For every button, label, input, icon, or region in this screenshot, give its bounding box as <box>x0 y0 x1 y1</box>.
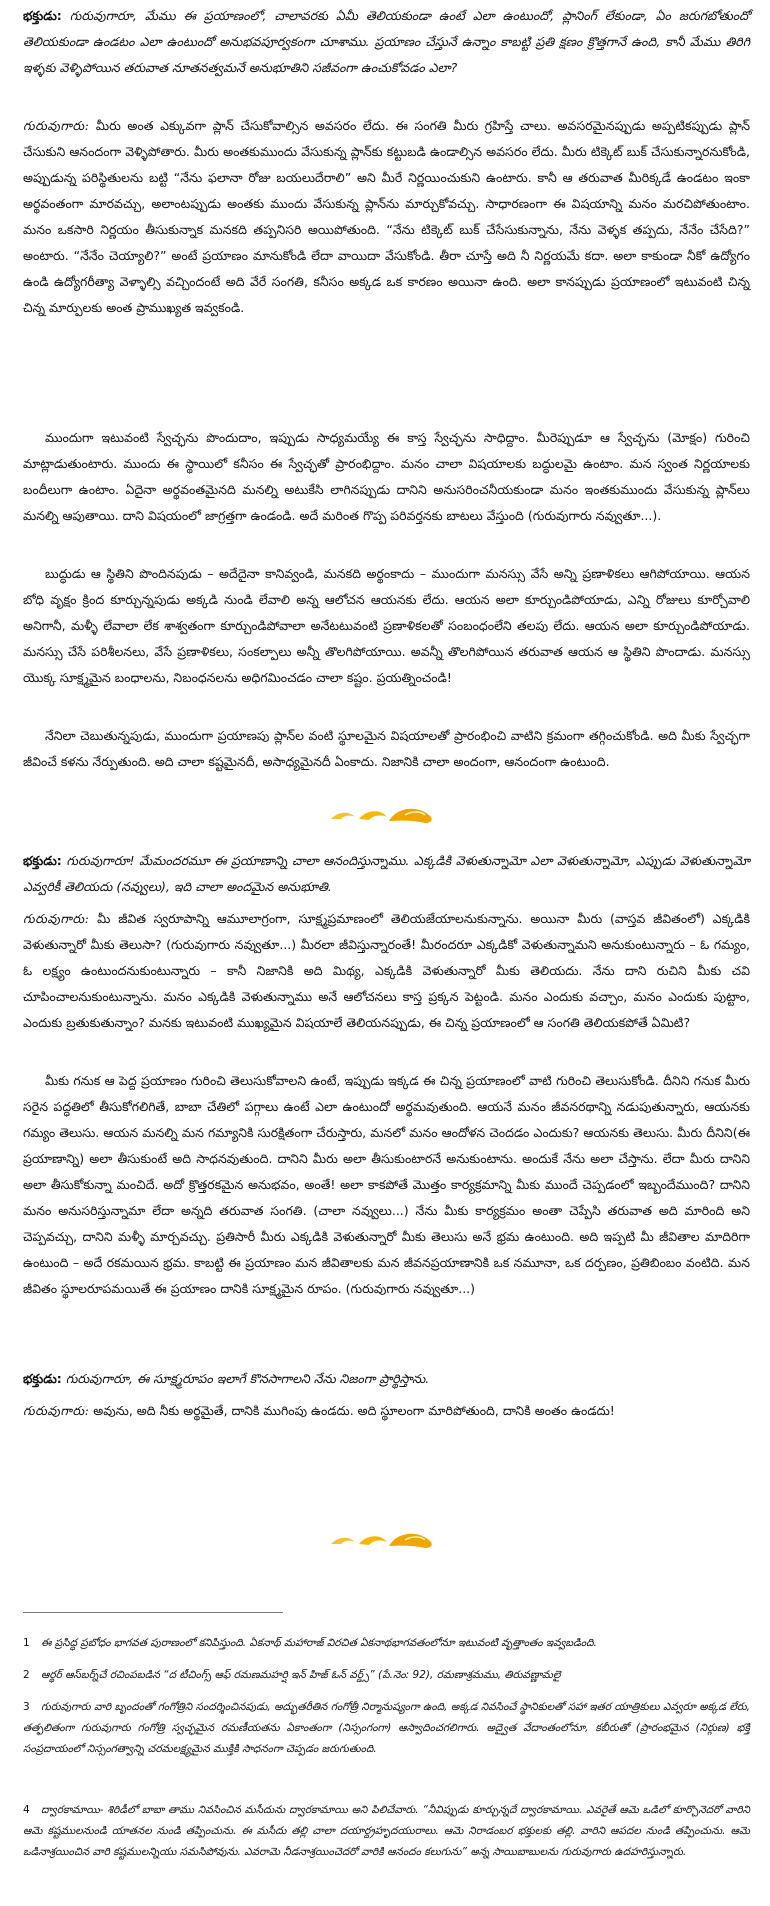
speaker-devotee: భక్తుడు: <box>23 853 62 868</box>
devotee-question-2 <box>23 848 750 900</box>
question-text: గురువుగారూ! మేమందరమూ ఈ ప్రయాణాన్ని చాలా ఆనందిస్తున్నాము. ఎక్కడికి వెళుతున్నామో ఎలా వెళుతున్నామో, ఎప్పుడు వెళుతున్నామో ఎవ్వరికీ తెలియదు (నవ్వులు), ఇది చాలా అందమైన అనుభూతి. <box>23 853 750 894</box>
paragraph-text: ముందుగా ఇటువంటి స్వేచ్ఛను పొందుదాం, ఇప్పుడు సాధ్యమయ్యే ఈ కాస్త స్వేచ్ఛను సాధిద్దాం. మీరెప్పుడూ ఆ స్వేచ్ఛను (మోక్షం) గురించి మాట్లాడుతుంటారు. ముందు ఈ స్థాయిలో కనీసం ఈ స్వేచ్ఛతో ప్రారంభిద్దాం. మనం చాలా విషయాలకు బద్ధులమై ఉంటాం. మన స్వంత నిర్ణయాలకు బందీలుగా ఉంటాం. ఏదైనా అర్థవంతమైనది మనల్ని అటుకేసి లాగినప్పుడు దానిని అనుసరించనీయకుండా మనం ఇంతకుముందు వేసుకున్న ప్లాన్‌లు మనల్ని ఆపుతాయి. దాని విషయంలో జాగ్రత్తగా ఉండండి. అదే మరింత గొప్ప పరివర్తనకు బాటలు వేస్తుంది (గురువుగారు నవ్వుతూ...). <box>23 430 750 523</box>
paragraph <box>23 425 750 555</box>
paragraph <box>23 1068 750 1354</box>
question-text: గురువుగారూ, మేము ఈ ప్రయాణంలో, చాలావరకు ఏమీ తెలియకుండా ఉంటే ఎలా ఉంటుందో, ప్లానింగ్ లేకుండా, ఏం జరుగబోతుందో తెలియకుండా ఉండటం ఎలా ఉంటుందో అనుభవపూర్వకంగా చూశాము. ప్రయాణం చేస్తునే ఉన్నాం కాబట్టి ప్రతి క్షణం క్రొత్తగానే ఉంది, కానీ మేము తిరిగి ఇళ్ళకు వెళ్ళిపోయిన తరువాత నూతనత్వమనే అనుభూతిని సజీవంగా ఉంచుకోవడం ఎలా? <box>23 8 750 75</box>
footnote-number: 3 <box>23 1701 30 1713</box>
paragraph <box>23 561 750 717</box>
footnote-1 <box>23 1633 750 1654</box>
footnote-number: 4 <box>23 1804 30 1816</box>
guru-answer-2 <box>23 906 750 1062</box>
question-text: గురువుగారూ, ఈ సూక్ష్మరూపం ఇలాగే కొనసాగాలని నేను నిజంగా ప్రార్థిస్తాను. <box>65 1371 430 1386</box>
paragraph-text: మీకు గనుక ఆ పెద్ద ప్రయాణం గురించి తెలుసుకోవాలని ఉంటే, ఇప్పుడు ఇక్కడ ఈ చిన్న ప్రయాణంలో వాటి గురించి తెలుసుకోండి. దీనిని గనుక మీరు సరైన పద్ధతిలో తీసుకోగలిగితే, బాబా చేతిలో పగ్గాలు ఉంటే ఎలా ఉంటుందో అర్థమవుతుంది. ఆయనే మనం జీవనరథాన్ని నడుపుతున్నారు, ఆయనకు గమ్యం తెలుసు. ఆయన మనల్ని మన గమ్యానికి సురక్షితంగా చేరుస్తారు, మనలో మనం ఆందోళన చెందడం ఎందుకు? ఆయనకు తెలుసు. మీరు దీనిని(ఈ ప్రయాణాన్ని) అలా తీసుకుంటే అది సాధనవుతుంది. దానిని మీరు అలా తీసుకుంటారనే అనుకుంటాను. అందుకే నేను అలా చేస్తాను. లేదా మీరు దానిని అలా తీసుకోకున్నా మంచిదే. అదో క్రొత్తరకమైన అనుభవం, అంతే! అలా కాకపోతే మొత్తం కార్యక్రమాన్ని మీకు ముందే చెప్పడంలో ఇబ్బందేముంది? దానిని మనం అనుసరిస్తున్నామా లేదా అన్నది తరువాత సంగతి. (చాలా నవ్వులు...) నేను మీకు కార్యక్రమం అంతా చెప్పేసి తరువాత అది మారింది అని చెప్పవచ్చు, దానిని మళ్ళీ మార్చవచ్చు. ప్రతిసారీ మీరు ఎక్కడికి వెళుతున్నారో మీకు తెలుసు అనే భ్రమ ఉంటుంది. అది ఇప్పటి మీ జీవితాల మాదిరిగా ఉంటుంది – అదే రకమయిన భ్రమ. కాబట్టి ఈ ప్రయాణం మన జీవితాలకు మన జీవనప్రయాణానికి ఒక నమూనా, ఒక దర్పణం, ప్రతిబింబం వంటిది. మన జీవితం స్థూలరూపమయితే ఈ ప్రయాణం దానికి సూక్ష్మమైన రూపం. (గురువుగారు నవ్వుతూ...) <box>23 1073 750 1296</box>
speaker-guru: గురువుగారు: <box>23 1403 90 1418</box>
footnote-3 <box>23 1697 750 1760</box>
footnote-divider <box>23 1612 283 1613</box>
footnote-text: ద్వారకామాయి- శిరిడీలో బాబా తాము నివసించిన మసీదును ద్వారకామాయి అని పిలిచేవారు. “నీవిప్పుడు కూర్చున్నదే ద్వారకామాయి. ఎవరైతే ఆమె ఒడిలో కూర్చొనెదరో వారిని ఆమె కష్టములనుండి యాతనల నుండి తప్పించును. ఈ మసీదు తల్లి చాలా దయార్ద్రహృదయురాలు. ఆమె నిరాడంబర భక్తులకు తల్లి. వారిని ఆపదల నుండి తప్పించును. ఆమె ఒడినాశ్రయించిన వారి కష్టములన్నియు సమసిపోవును. ఎవరామె నీడనాశ్రయించెదరో వారికి ఆనందం కలుగును” అన్న సాయిబాబులను గురువుగారు ఉదహరిస్తున్నారు. <box>23 1804 750 1858</box>
devotee-question-1 <box>23 3 750 107</box>
devotee-question-3 <box>23 1366 750 1392</box>
guru-answer-3 <box>23 1398 750 1450</box>
decorative-swirl-ornament-icon <box>325 803 445 827</box>
speaker-devotee: భక్తుడు: <box>23 1371 62 1386</box>
paragraph <box>23 723 750 801</box>
speaker-devotee: భక్తుడు: <box>23 8 62 23</box>
footnote-4 <box>23 1800 750 1863</box>
paragraph-text: నేనిలా చెబుతున్నపుడు, ముందుగా ప్రయాణపు ప్లాన్‌ల వంటి స్థూలమైన విషయాలతో ప్రారంభించి వాటిని క్రమంగా తగ్గించుకోండి. అది మీకు స్వేచ్ఛగా జీవించే కళను నేర్పుతుంది. అది చాలా కష్టమైనదీ, అసాధ్యమైనదీ ఏంకాదు. నిజానికి చాలా అందంగా, ఆనందంగా ఉంటుంది. <box>23 728 750 769</box>
speaker-guru: గురువుగారు: <box>23 911 90 926</box>
footnote-number: 2 <box>23 1669 30 1681</box>
footnote-text: ఆర్థర్ ఆస్‌బర్న్‌చే రచింపబడిన “ద టీచింగ్స్ ఆఫ్ రమణమహర్షి ఇన్ హిజ్ ఓన్ వర్డ్స్” (పే.నెం: 92), రమణాశ్రమము, తిరువణ్ణామలై <box>41 1669 561 1681</box>
footnote-text: గురువుగారు వారి బృందంతో గంగోత్రిని సందర్శించినపుడు, అద్భుతరీతిన గంగోత్రీ నిర్మానుష్యంగా ఉంది, అక్కడ నివసించే స్థానికులతో సహా ఇతర యాత్రికులు ఎవ్వరూ అక్కడ లేరు, తత్ఫలితంగా గురువుగారు గంగోత్రి స్వచ్ఛమైన రమణీయతను ఏకాంతంగా (నిస్సంగంగా) ఆస్వాదించగలిగారు. అద్వైత వేదాంతంలోనూ, కబీరుతో (ప్రారంభమైన (నిర్గుణ) భక్తి సంప్రదాయంలో నిస్సంగత్వాన్ని చరమలక్ష్యమైన ముక్తికి సాధనంగా చెప్పడం జరుగుతుంది. <box>23 1701 750 1755</box>
guru-answer-1 <box>23 113 750 419</box>
answer-text: మీరు అంత ఎక్కువగా ప్లాన్ చేసుకోవాల్సిన అవసరం లేదు. ఈ సంగతి మీరు గ్రహిస్తే చాలు. అవసరమైనప్పుడు అప్పటికప్పుడు ప్లాన్ చేసుకుని ఆనందంగా వెళ్ళిపోతారు. మీరు అంతకుముందు వేసుకున్న ప్లాన్‌కు కట్టుబడి ఉండాల్సిన అవసరం లేదు. మీరు టిక్కెట్ బుక్ చేసుకున్నారనుకోండి, అప్పుడున్న పరిస్థితులను బట్టి “నేను ఫలానా రోజు బయలుదేరాలి” అని మీరే నిర్ణయించుకుని ఉంటారు. కానీ ఆ తరువాత మీరిక్కడే ఉండటం ఇంకా అర్థవంతంగా మారవచ్చు, అలాంటప్పుడు అంతకు ముందు వేసుకున్న ప్లాన్‌ను మార్చుకోవచ్చు. సాధారణంగా ఈ విషయాన్ని మనం మరచిపోతుంటాం. మనం ఒకసారి నిర్ణయం తీసుకున్నాక మనకది తప్పనిసరి అయిపోతుంది. “నేను టిక్కెట్ బుక్ చేసేసుకున్నాను, నేను వెళ్ళక తప్పదు, నేనేం చేసేది?” అంటారు. “నేనేం చెయ్యాలి?” అంటే ప్రయాణం మానుకోండి లేదా వాయిదా వేసుకోండి. తీరా చూస్తే అది నీ నిర్ణయమే కదా. అలా కాకుండా నీకో ఉద్యోగం ఉండి ఉద్యోగరీత్యా వెళ్ళాల్సి వచ్చిందంటే అది వేరే సంగతి, కనీసం అక్కడ ఒక కారణం అయినా ఉంది. అలా కానప్పుడు ప్రయాణంలో ఇటువంటి చిన్న చిన్న మార్పులకు అంత ప్రాముఖ్యత ఇవ్వకండి. <box>23 118 750 315</box>
speaker-guru: గురువుగారు: <box>23 118 90 133</box>
decorative-swirl-ornament-icon <box>325 1528 445 1552</box>
paragraph-text: బుద్ధుడు ఆ స్థితిని పొందినపుడు – అదేదైనా కానివ్వండి, మనకది అర్థంకాదు – ముందుగా మనస్సు వేసే అన్ని ప్రణాళికలు ఆగిపోయాయి. ఆయన బోధి వృక్షం క్రింద కూర్చున్నపుడు అక్కడి నుండి లేవాలి అన్న ఆలోచన ఆయనకు లేదు. ఆయన అలా కూర్చుండిపోయాడు, ఎన్ని రోజులు కూర్చోవాలి అనిగానీ, మళ్ళీ లేవాలా లేక శాశ్వతంగా కూర్చుండిపోవాలా అనేటటువంటి ప్రణాళికలతో సంబంధంలేని తలపు లేదు. ఆయన అలా కూర్చుండిపోయాడు. మనస్సు చేసే పరిశీలనలు, వేసే ప్రణాళికలు, సంకల్పాలు అన్నీ తొలగిపోయాయి. అవన్నీ తొలగిపోయిన తరువాత ఆయన ఆ స్థితిని పొందాడు. మనస్సు యొక్క సూక్ష్మమైన బంధాలను, నిబంధనలను అధిగమించడం చాలా కష్టం. ప్రయత్నించండి! <box>23 566 750 685</box>
footnote-2 <box>23 1665 750 1686</box>
answer-text: అవును, అది నీకు అర్థమైతే, దానికి ముగింపు ఉండదు. అది స్థూలంగా మారిపోతుంది, దానికి అంతం ఉండదు! <box>93 1403 615 1418</box>
footnote-text: ఈ ప్రసిద్ధ ప్రబోధం భాగవత పురాణంలో కనిపిస్తుంది. ఏకనాథ్ మహారాజ్ విరచిత ఏకనాథభాగవతంలోనూ ఇటువంటి వృత్తాంతం ఇవ్వబడింది. <box>41 1637 597 1649</box>
answer-text: మీ జీవిత స్వరూపాన్ని ఆమూలాగ్రంగా, సూక్ష్మప్రమాణంలో తెలియజేయాలనుకున్నాను. అయినా మీరు (వాస్తవ జీవితంలో) ఎక్కడికి వెళుతున్నారో మీకు తెలుసా? (గురువుగారు నవ్వుతూ...) మీరలా జీవిస్తున్నారంతే! మీరందరూ ఎక్కడికో వెళుతున్నామని అనుకుంటున్నారు – ఓ గమ్యం, ఓ లక్ష్యం ఉంటుందనుకుంటున్నారు – కానీ నిజానికి అది మిథ్య, ఎక్కడికి వెళుతున్నారో మీకు తెలియదు. నేను దాని రుచిని మీకు చవి చూపించాలనుకుంటున్నాను. మనం ఎక్కడికి వెళుతున్నాము అనే ఆలోచనలు కాస్త ప్రక్కన పెట్టండి. మనం ఎందుకు వచ్చాం, మనం ఎందుకు పుట్టాం, ఎందుకు బ్రతుకుతున్నాం? మనకు ఇటువంటి ముఖ్యమైన విషయాలే తెలియనప్పుడు, ఈ చిన్న ప్రయాణంలో ఆ సంగతి తెలియకపోతే ఏమిటి? <box>23 911 750 1030</box>
footnote-number: 1 <box>23 1637 30 1649</box>
